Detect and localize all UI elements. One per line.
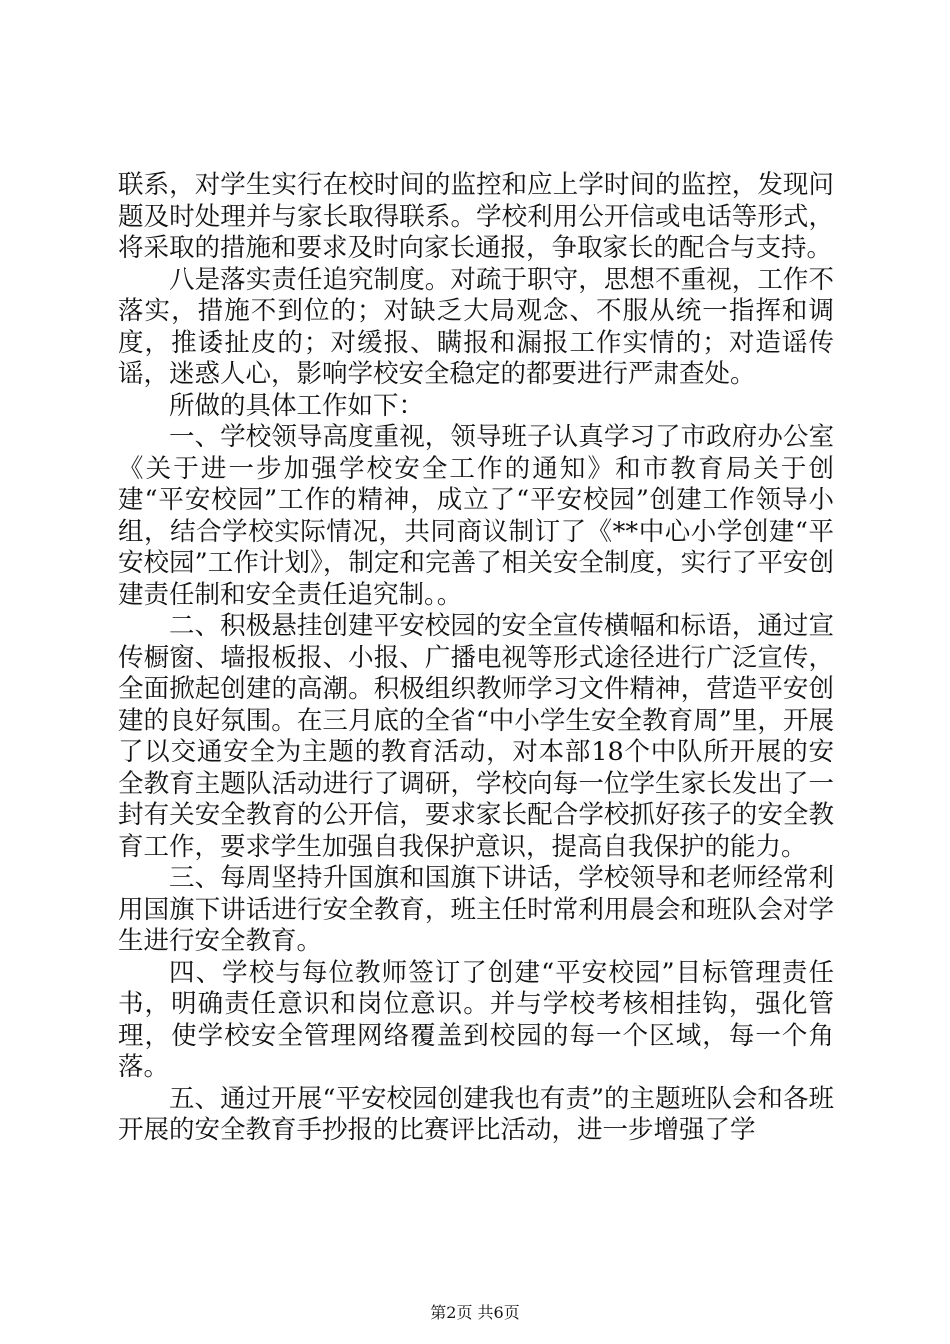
paragraph: 所做的具体工作如下： [169,390,425,421]
paragraph: 四、学校与每位教师签订了创建“平安校园”目标管理责任书，明确责任意识和岗位意识。并与学校考核相挂钩，强化管理，使学校安全管理网络覆盖到校园的每一个区域，每一个角落。 [118,957,834,1082]
paragraph: 五、通过开展“平安校园创建我也有责”的主题班队会和各班开展的安全教育手抄报的比赛评比活动，进一步增强了学 [118,1083,834,1145]
page-number-label: 第2页 共6页 [430,1303,520,1322]
document-body [118,170,834,1147]
paragraph: 一、学校领导高度重视，领导班子认真学习了市政府办公室《关于进一步加强学校安全工作的通知》和市教育局关于创建“平安校园”工作的精神，成立了“平安校园”创建工作领导小组，结合学校实际情况，共同商议制订了《**中心小学创建“平安校园”工作计划》，制定和完善了相关安全制度，实行了平安创建责任制和安全责任追究制。。 [118,422,834,610]
paragraph: 二、积极悬挂创建平安校园的安全宣传横幅和标语，通过宣传橱窗、墙报板报、小报、广播电视等形式途径进行广泛宣传，全面掀起创建的高潮。积极组织教师学习文件精神，营造平安创建的良好氛围。在三月底的全省“中小学生安全教育周”里，开展了以交通安全为主题的教育活动，对本部18个中队所开展的安全教育主题队活动进行了调研，学校向每一位学生家长发出了一封有关安全教育的公开信，要求家长配合学校抓好孩子的安全教育工作，要求学生加强自我保护意识，提高自我保护的能力。 [118,611,834,862]
paragraph: 八是落实责任追究制度。对疏于职守，思想不重视，工作不落实，措施不到位的；对缺乏大局观念、不服从统一指挥和调度，推诿扯皮的；对缓报、瞒报和漏报工作实情的；对造谣传谣，迷惑人心，影响学校安全稳定的都要进行严肃查处。 [118,264,834,389]
page-footer [0,1300,950,1323]
paragraph: 联系，对学生实行在校时间的监控和应上学时间的监控，发现问题及时处理并与家长取得联系。学校利用公开信或电话等形式，将采取的措施和要求及时向家长通报，争取家长的配合与支持。 [118,170,834,263]
paragraph: 三、每周坚持升国旗和国旗下讲话，学校领导和老师经常利用国旗下讲话进行安全教育，班主任时常利用晨会和班队会对学生进行安全教育。 [118,863,834,956]
